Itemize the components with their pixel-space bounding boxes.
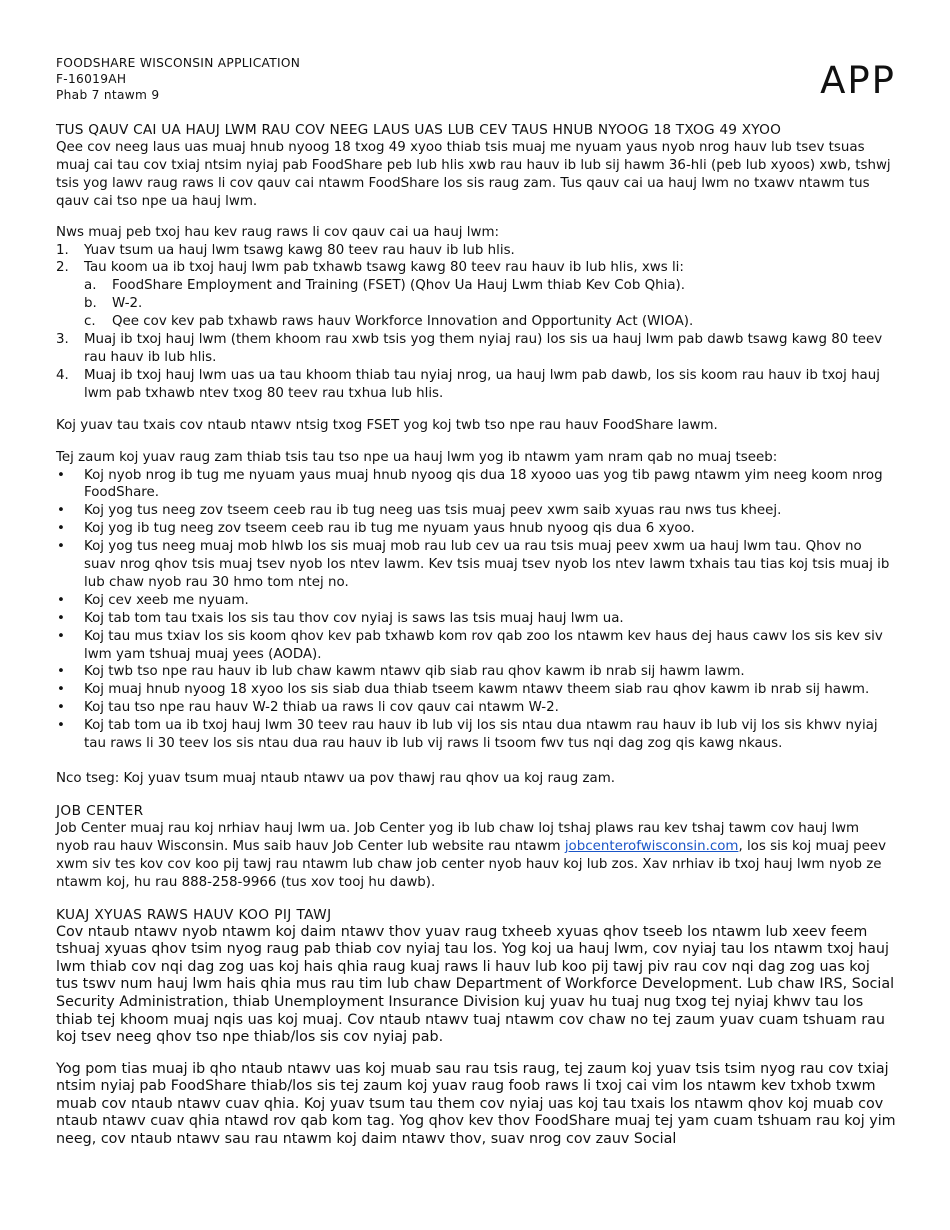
page-header bbox=[56, 55, 896, 103]
bullet-icon: • bbox=[57, 610, 65, 626]
bullet-icon: • bbox=[57, 503, 65, 519]
form-number: F-16019AH bbox=[56, 72, 127, 86]
exemption-text: Koj cev xeeb me nyuam. bbox=[84, 592, 249, 608]
exemption-item bbox=[56, 520, 896, 538]
exemption-text: Koj tab tom ua ib txoj hauj lwm 30 teev rau hauv ib lub vij los sis ntau dua ntawm rau hauv ib lub vij los sis khwv nyiaj tau raws li 30 teev los sis ntau dua rau hauv ib lub vij raws li tsoom fwv tus nqi dag zog qis kawg nkaus. bbox=[84, 718, 878, 752]
exemption-text: Koj tau tso npe rau hauv W-2 thiab ua raws li cov qauv cai ntawm W-2. bbox=[84, 700, 559, 716]
work-rules-intro: Qee cov neeg laus uas muaj hnub nyoog 18 txog 49 xyoo thiab tsis muaj me nyuam yaus nyob nrog hauv lub tsev tsuas muaj cai tau cov txiaj ntsim nyiaj pab FoodShare peb lub hlis xwb rau hauv ib lub sij hawm 36-hli (peb lub xyoos) xwb, tshwj tsis yog lawv raug raws li cov qauv cai ntawm FoodShare los sis raug zam. Tus qauv cai ua hauj lwm no txawv ntawm tus qauv cai tso npe ua hauj lwm. bbox=[56, 140, 891, 209]
program-sublist bbox=[84, 277, 896, 331]
way-item-1 bbox=[56, 242, 896, 260]
exemption-text: Koj yog tus neeg muaj mob hlwb los sis muaj mob rau lub cev ua rau tsis muaj peev xwm ua hauj lwm tau. Qhov no suav nrog qhov tsis muaj tsev nyob los ntev lawm. Kev tsis muaj tsev nyob los ntev lawm txhais tau tias koj tsis muaj ib lub chaw nyob rau 30 hmo tom ntej no. bbox=[84, 539, 890, 590]
form-title: FOODSHARE WISCONSIN APPLICATION bbox=[56, 56, 301, 70]
way-text: Muaj ib txoj hauj lwm uas ua tau khoom thiab tau nyiaj nrog, ua hauj lwm pab dawb, los sis koom rau hauv ib txoj hauj lwm pab txhawb ntev txog 80 teev rau txhua lub hlis. bbox=[84, 367, 880, 401]
program-text: W-2. bbox=[112, 296, 143, 312]
computer-match-para-1: Cov ntaub ntawv nyob ntawm koj daim ntawv thov yuav raug txheeb xyuas qhov tseeb los ntawm lub xeev feem tshuaj xyuas qhov tsim nyog raug pab thiab cov nyiaj tau los. Yog koj ua hauj lwm, cov nyiaj tau los ntawm txoj hauj lwm thiab cov nqi dag zog uas koj hais qhia raug kuaj raws li hauv lub koo pij tawj piv rau cov nqi dag zog uas koj tus tswv num hauj lwm hais qhia mus rau tim lub chaw Department of Workforce Development. Lub chaw IRS, Social Security Administration, thiab Unemployment Insurance Division kuj yuav hu tuaj nug txog tej nyiaj khwv tau los thiab tej khoom muaj nqis uas koj muaj. Cov ntaub ntawv tuaj ntawm cov chaw no tej zaum yuav cuam tshuam rau koj tsev neeg qhov tso npe thiab/los sis cov nyiaj pab. bbox=[56, 923, 895, 1046]
app-label: APP bbox=[820, 59, 896, 102]
program-text: FoodShare Employment and Training (FSET) (Qhov Ua Hauj Lwm thiab Kev Cob Qhia). bbox=[112, 278, 686, 294]
exemptions-intro: Tej zaum koj yuav raug zam thiab tsis tau tso npe ua hauj lwm yog ib ntawm yam nram qab no muaj tseeb: bbox=[56, 449, 778, 465]
exemption-text: Koj yog ib tug neeg zov tseem ceeb rau ib tug me nyuam yaus hnub nyoog qis dua 6 xyoo. bbox=[84, 521, 695, 537]
exemption-item bbox=[56, 699, 896, 717]
way-number: 3. bbox=[56, 332, 69, 348]
fset-note: Koj yuav tau txais cov ntaub ntawv ntsig txog FSET yog koj twb tso npe rau hauv FoodShare lawm. bbox=[56, 417, 718, 433]
way-item-3 bbox=[56, 331, 896, 367]
exemption-item bbox=[56, 610, 896, 628]
program-letter: c. bbox=[84, 314, 96, 330]
exemptions-list bbox=[56, 467, 896, 754]
bullet-icon: • bbox=[57, 521, 65, 537]
bullet-icon: • bbox=[57, 628, 65, 644]
work-rules-heading: TUS QAUV CAI UA HAUJ LWM RAU COV NEEG LAUS UAS LUB CEV TAUS HNUB NYOOG 18 TXOG 49 XYOO bbox=[56, 122, 782, 138]
way-text: Tau koom ua ib txoj hauj lwm pab txhawb tsawg kawg 80 teev rau hauv ib lub hlis, xws li: bbox=[84, 260, 684, 276]
exemption-text: Koj tab tom tau txais los sis tau thov cov nyiaj is saws las tsis muaj hauj lwm ua. bbox=[84, 610, 624, 626]
exemption-text: Koj muaj hnub nyoog 18 xyoo los sis siab dua thiab tseem kawm ntawv theem siab rau qhov kawm ib nrab sij hawm. bbox=[84, 682, 870, 698]
way-text: Yuav tsum ua hauj lwm tsawg kawg 80 teev rau hauv ib lub hlis. bbox=[84, 242, 515, 258]
remember-note: Nco tseg: Koj yuav tsum muaj ntaub ntawv ua pov thawj rau qhov ua koj raug zam. bbox=[56, 771, 616, 786]
bullet-icon: • bbox=[57, 539, 65, 555]
way-number: 1. bbox=[56, 242, 69, 258]
bullet-icon: • bbox=[57, 682, 65, 698]
way-item-2 bbox=[56, 259, 896, 331]
job-center-text-end: , los sis koj muaj peev xwm siv tes kov cov koo pij tawj rau ntawm lub chaw job center nyob hauv koj lub zos. Xav nrhiav ib txoj hauj lwm nyob ze ntawm koj, hu rau 888-258-9966 (tus xov tooj hu dawb). bbox=[56, 838, 887, 890]
bullet-icon: • bbox=[57, 467, 65, 483]
exemption-item bbox=[56, 592, 896, 610]
exemption-text: Koj nyob nrog ib tug me nyuam yaus muaj hnub nyoog qis dua 18 xyooo uas yog tib pawg ntawm yim neeg koom nrog FoodShare. bbox=[84, 467, 883, 501]
program-letter: a. bbox=[84, 278, 97, 294]
exemption-item bbox=[56, 538, 896, 592]
job-center-text-start: Job Center muaj rau koj nrhiav hauj lwm ua. Job Center yog ib lub chaw loj tshaj plaws rau kev tshaj tawm cov hauj lwm nyob rau hauv Wisconsin. Mus saib hauv Job Center lub website rau ntawm bbox=[56, 820, 860, 854]
bullet-icon: • bbox=[57, 700, 65, 716]
job-center-text bbox=[56, 820, 896, 892]
program-item-c bbox=[84, 313, 896, 331]
exemption-text: Koj tau mus txiav los sis koom qhov kev pab txhawb kom rov qab zoo los ntawm kev haus dej haus cawv los sis kev siv lwm yam tshuaj muaj yees (AODA). bbox=[84, 628, 883, 662]
program-item-a bbox=[84, 277, 896, 295]
document-page bbox=[56, 55, 896, 1149]
exemption-text: Koj yog tus neeg zov tseem ceeb rau ib tug neeg uas tsis muaj peev xwm saib xyuas rau nws tus kheej. bbox=[84, 503, 782, 519]
ways-intro: Nws muaj peb txoj hau kev raug raws li cov qauv cai ua hauj lwm: bbox=[56, 224, 500, 240]
exemption-item bbox=[56, 467, 896, 503]
job-center-heading: JOB CENTER bbox=[56, 802, 144, 819]
exemption-item bbox=[56, 628, 896, 664]
way-text: Muaj ib txoj hauj lwm (them khoom rau xwb tsis yog them nyiaj rau) los sis ua hauj lwm pab dawb tsawg kawg 80 teev rau hauv ib lub hlis. bbox=[84, 332, 883, 365]
program-item-b bbox=[84, 295, 896, 313]
exemption-item bbox=[56, 681, 896, 699]
bullet-icon: • bbox=[57, 592, 65, 608]
ways-list bbox=[56, 242, 896, 403]
exemption-item bbox=[56, 717, 896, 753]
way-number: 4. bbox=[56, 367, 69, 383]
exemption-item bbox=[56, 502, 896, 520]
way-number: 2. bbox=[56, 260, 69, 276]
program-letter: b. bbox=[84, 296, 97, 312]
job-center-link[interactable]: jobcenterofwisconsin.com bbox=[564, 838, 739, 854]
exemption-text: Koj twb tso npe rau hauv ib lub chaw kawm ntawv qib siab rau qhov kawm ib nrab sij hawm lawm. bbox=[84, 664, 745, 680]
bullet-icon: • bbox=[57, 718, 65, 734]
computer-match-para-2: Yog pom tias muaj ib qho ntaub ntawv uas koj muab sau rau tsis raug, tej zaum koj yuav tsis tsim nyog rau cov txiaj ntsim nyiaj pab FoodShare thiab/los sis tej zaum koj yuav raug foob raws li txoj cai vim los ntawm kev txhob txwm muab cov ntaub ntawv cuav qhia. Koj yuav tsum tau them cov nyiaj uas koj tau txais los ntawm qhov koj muab cov ntaub ntawv cuav qhia ntawd rov qab kom tag. Yog qhov kev thov FoodShare muaj tej yam cuam tshuam rau koj yim neeg, cov ntaub ntawv sau rau ntawm koj daim ntawv thov, suav nrog cov zauv Social bbox=[56, 1060, 896, 1148]
computer-match-heading: KUAJ XYUAS RAWS HAUV KOO PIJ TAWJ bbox=[56, 906, 332, 923]
page-info: Phab 7 ntawm 9 bbox=[56, 88, 160, 102]
exemption-item bbox=[56, 663, 896, 681]
program-text: Qee cov kev pab txhawb raws hauv Workforce Innovation and Opportunity Act (WIOA). bbox=[112, 314, 694, 330]
bullet-icon: • bbox=[57, 664, 65, 680]
way-item-4 bbox=[56, 367, 896, 403]
